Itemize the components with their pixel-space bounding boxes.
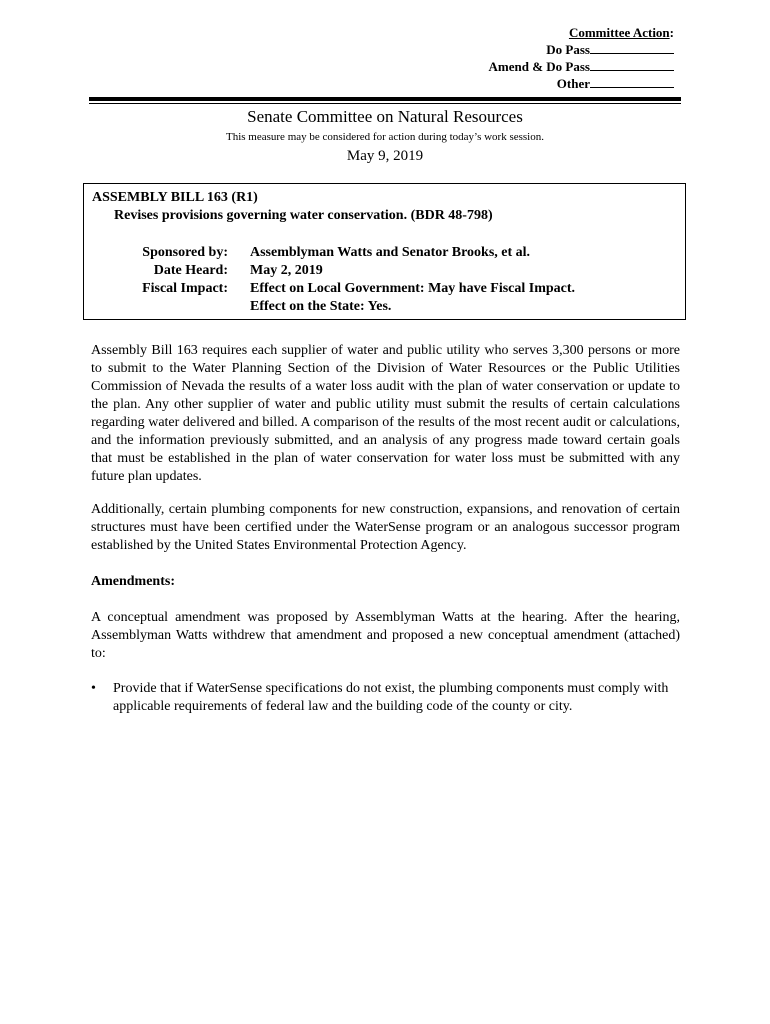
other-blank [590, 76, 674, 88]
session-note: This measure may be considered for action during today’s work session. [225, 131, 544, 143]
amendment-bullet-list [91, 680, 680, 716]
amend-do-pass-line [489, 58, 674, 75]
do-pass-blank [590, 42, 674, 54]
other-label: Other [556, 76, 590, 91]
committee-title: Senate Committee on Natural Resources [247, 107, 523, 126]
amend-do-pass-label: Amend & Do Pass [488, 59, 590, 74]
fiscal-impact-local: Effect on Local Government: May have Fiscal Impact. [250, 281, 576, 296]
amendments-paragraph: A conceptual amendment was proposed by Assemblyman Watts at the hearing. After the hearing, Assemblyman Watts withdrew that amendment and proposed a new conceptual amendment (attached) to: [91, 610, 680, 661]
header-rule-thick [89, 97, 681, 101]
committee-action-block [489, 24, 674, 92]
fiscal-impact-state-row [92, 298, 575, 316]
list-item [91, 680, 680, 716]
fiscal-impact-label: Fiscal Impact: [142, 281, 228, 296]
date-heard-label: Date Heard: [153, 263, 228, 278]
header-rule-thin [89, 103, 681, 104]
other-line [489, 75, 674, 92]
amendments-heading: Amendments: [91, 574, 175, 589]
do-pass-line [489, 41, 674, 58]
summary-paragraph-2: Additionally, certain plumbing components for new construction, expansions, and renovation of certain structures must have been certified under the WaterSense program or an analogous successor program established by the United States Environmental Protection Agency. [91, 502, 680, 553]
sponsored-by-label: Sponsored by: [142, 245, 228, 260]
committee-action-heading: Committee Action: [568, 25, 674, 40]
bullet-icon: • [91, 681, 96, 696]
hearing-date: May 9, 2019 [346, 148, 424, 164]
summary-paragraph-1: Assembly Bill 163 requires each supplier of water and public utility who serves 3,300 persons or more to submit to the Water Planning Section of the Division of Water Resources or the Public Utilities Commission of Nevada the results of a water loss audit with the plan of water conservation or update to the plan. Any other supplier of water and public utility must submit the results of certain calculations regarding water delivered and billed. A comparison of the results of the most recent audit or calculations, and the information previously submitted, and an analysis of any progress made toward certain goals that must be established in the plan of water conservation for water loss must be submitted with any future plan updates. [91, 343, 680, 484]
sponsored-by-row [92, 244, 575, 262]
do-pass-label: Do Pass [546, 42, 590, 57]
bill-number: ASSEMBLY BILL 163 (R1) [92, 190, 258, 205]
bill-info-box [83, 183, 686, 320]
sponsored-by-value: Assemblyman Watts and Senator Brooks, et al. [250, 245, 531, 260]
bill-metadata [92, 244, 575, 316]
fiscal-impact-row [92, 280, 575, 298]
bill-summary: Revises provisions governing water conservation. (BDR 48-798) [114, 208, 493, 223]
amend-do-pass-blank [590, 59, 674, 71]
date-heard-value: May 2, 2019 [250, 263, 323, 278]
date-heard-row [92, 262, 575, 280]
fiscal-impact-state: Effect on the State: Yes. [250, 299, 392, 314]
bullet-text: Provide that if WaterSense specifications do not exist, the plumbing components must comply with applicable requirements of federal law and the building code of the county or city. [113, 681, 669, 714]
